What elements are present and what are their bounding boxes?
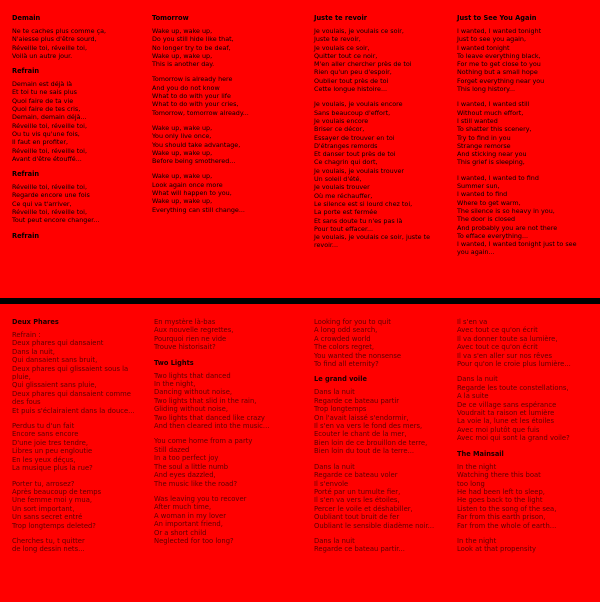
lyric-line: Demain est déjà là: [12, 80, 73, 89]
lyric-line: Wake up, wake up,: [152, 51, 213, 60]
lyric-line: De ce village sans espérance: [457, 400, 557, 409]
lyric-line: Réveille toi, réveille toi,: [12, 121, 87, 130]
top-column-1: [12, 0, 140, 245]
lyric-line: Ecouter le chant de la mer,: [314, 430, 407, 439]
lyric-line: Oubliant le sensible diadème noir...: [314, 521, 435, 530]
lyric-line: Cette longue histoire...: [314, 85, 388, 94]
lyric-line: En mystère là-bas: [154, 318, 216, 326]
lyric-line: Just to see you again,: [457, 35, 526, 44]
lyric-line: Summer sun,: [457, 182, 500, 191]
lyric-line: Le silence est si lourd chez toi,: [314, 199, 413, 208]
lyric-line: In a too perfect joy: [154, 454, 219, 463]
lyric-line: revoir...: [314, 241, 339, 250]
lyric-line: Et sans doute tu n'es pas là: [314, 216, 403, 225]
lyric-line: And you do not know: [152, 83, 220, 92]
lyric-line: Il va s'en aller sur nos rêves: [457, 351, 553, 360]
lyric-line: In the night,: [154, 380, 196, 389]
stanza-gap: [457, 530, 595, 537]
lyric-line: Je voulais, je voulais ce soir, juste te: [314, 233, 431, 242]
stanza-gap: [457, 368, 595, 375]
lyric-line: The soul a little numb: [154, 462, 229, 471]
lyric-line: A la suite: [457, 392, 489, 401]
lyric-line: Bien loin de ce brouillon de terre,: [314, 438, 428, 447]
lyric-line: And eyes dazzled,: [154, 471, 216, 480]
lyric-line: Pour tout effacer...: [314, 224, 374, 233]
lyric-line: To shatter this scenery,: [457, 125, 532, 134]
lyric-line: Two lights that slid in the rain,: [154, 396, 257, 405]
bottom-column-1: [12, 304, 148, 554]
lyric-line: Dans la nuit: [314, 388, 355, 397]
lyric-line: And sticking near you: [457, 150, 527, 159]
lyric-line: Tomorrow is already here: [152, 75, 233, 84]
lyric-line: In the night: [457, 536, 497, 545]
lyric-line: Réveille toi, réveille toi,: [12, 208, 87, 217]
lyric-line: Wake up, wake up,: [152, 172, 213, 181]
lyric-line: Qui glissaient sans pluie,: [12, 381, 97, 390]
stanza-gap: [12, 473, 148, 480]
stanza-gap: [314, 93, 454, 100]
lyric-line: Quoi faire de tes cris,: [12, 105, 81, 114]
lyric-line: Two lights that danced like crazy: [154, 413, 265, 422]
lyric-line: Réveille toi, réveille toi,: [12, 183, 87, 192]
lyric-line: Et danser tout près de toi: [314, 150, 396, 159]
lyric-line: La porte est fermée: [314, 208, 378, 217]
stanza-gap: [457, 443, 595, 450]
lyric-line: Je voulais, je voulais encore: [314, 100, 403, 109]
lyric-line: Pour qu'on le croie plus lumière...: [457, 360, 571, 369]
section-title: Le grand voile: [314, 375, 367, 384]
lyric-line: En les yeux déçus,: [12, 455, 76, 464]
lyric-line: Libres un peu engloutie: [12, 447, 93, 456]
lyric-line: I wanted, I wanted to find: [457, 173, 539, 182]
stanza-gap: [314, 530, 454, 537]
lyric-line: Briser ce décor,: [314, 125, 365, 134]
lyric-line: Et puis s'éclairaient dans la douce...: [12, 406, 135, 415]
lyric-line: Juste te revoir,: [314, 35, 361, 44]
top-column-4: [457, 0, 595, 257]
stanza-gap: [12, 163, 140, 170]
lyric-line: Was leaving you to recover: [154, 494, 247, 503]
top-column-3: [314, 0, 454, 250]
lyric-line: Dancing without noise,: [154, 388, 233, 397]
bottom-column-2: [154, 304, 298, 545]
lyric-line: Everything can still change...: [152, 205, 245, 214]
lyric-line: Percer le voile et déshabiller,: [314, 504, 413, 513]
lyric-line: Porter tu, arrosez?: [12, 479, 75, 488]
lyric-line: Two lights that danced: [154, 371, 231, 380]
lyric-line: I wanted tonight: [457, 43, 510, 52]
lyric-line: Deux phares qui glissaient sous la: [12, 364, 129, 373]
lyric-line: You wanted the nonsense: [314, 351, 402, 360]
lyric-line: A long odd search,: [314, 326, 378, 335]
lyric-line: Un sort important,: [12, 504, 75, 513]
lyric-line: Je voulais trouver: [314, 183, 370, 192]
lyric-line: Voilà un autre jour.: [12, 51, 73, 60]
lyric-line: Looking for you to quit: [314, 318, 391, 326]
stanza-gap: [12, 60, 140, 67]
bottom-column-3: [314, 304, 454, 554]
lyric-line: Et toi tu ne sais plus: [12, 88, 77, 97]
lyric-line: I wanted, I wanted still: [457, 100, 530, 109]
section-title: Refrain: [12, 170, 40, 179]
bottom-page: [0, 304, 600, 602]
lyric-line: Deux phares qui dansaient: [12, 339, 104, 348]
lyric-line: Ce chagrin qui dort,: [314, 158, 378, 167]
lyric-line: What will happen to you,: [152, 189, 232, 198]
section-title: The Mainsail: [457, 449, 504, 458]
lyric-line: Trop longtemps deleted?: [12, 521, 96, 530]
stanza-gap: [12, 225, 140, 232]
lyric-line: Ne te caches plus comme ça,: [12, 27, 107, 35]
lyric-line: This grief is sleeping,: [457, 158, 525, 167]
lyric-line: Aux nouvelle regrettes,: [154, 326, 234, 335]
lyric-line: Wake up, wake up,: [152, 148, 213, 157]
stanza-gap: [314, 456, 454, 463]
lyric-line: Je voulais, je voulais trouver: [314, 166, 405, 175]
lyric-line: He had been left to sleep,: [457, 487, 545, 496]
lyric-line: And probably you are not there: [457, 223, 558, 232]
lyric-line: Avec tout ce qu'on écrit: [457, 343, 538, 352]
lyric-line: Watching there this boat: [457, 471, 541, 480]
section-title: Juste te revoir: [314, 14, 367, 22]
lyric-line: M'en aller chercher près de toi: [314, 60, 412, 69]
lyric-line: Dans la nuit: [457, 375, 498, 384]
lyric-line: I still wanted: [457, 116, 498, 125]
lyric-line: Quitter tout ce noir,: [314, 51, 378, 60]
lyric-line: Il s'envole: [314, 479, 349, 488]
lyric-line: Cherches tu, t quitter: [12, 536, 85, 545]
lyric-line: Far from the whole of earth...: [457, 521, 557, 530]
lyric-line: Un sans secret entré: [12, 513, 83, 522]
lyric-line: Listen to the song of the sea,: [457, 504, 557, 513]
top-page: [0, 0, 600, 298]
stanza-gap: [154, 430, 298, 437]
lyric-line: Dans la nuit: [314, 536, 355, 545]
lyric-line: No longer try to be deaf,: [152, 43, 231, 52]
lyric-line: Il s'en va vers les étoiles,: [314, 496, 400, 505]
lyric-line: Encore sans encore: [12, 430, 79, 439]
section-title: Refrain: [12, 231, 40, 240]
lyric-line: You should take advantage,: [152, 140, 241, 149]
stanza-gap: [457, 167, 595, 174]
section-title: Just to See You Again: [457, 14, 537, 22]
lyric-line: What to do with your life: [152, 92, 231, 101]
lyric-line: de long dessin nets...: [12, 545, 85, 554]
lyric-line: Wake up, wake up,: [152, 197, 213, 206]
section-title: Refrain: [12, 67, 40, 76]
lyric-line: To find all eternity?: [314, 360, 379, 369]
lyric-line: I wanted, I wanted tonight: [457, 27, 542, 35]
lyric-line: A crowded world: [314, 334, 371, 343]
lyric-line: After much time,: [154, 503, 212, 512]
lyric-line: Avec tout ce qu'on écrit: [457, 326, 538, 335]
lyric-line: Bien loin du tout de la terre...: [314, 447, 415, 456]
lyric-line: Trouve historisait?: [154, 343, 216, 352]
lyric-line: Far from this earth prison,: [457, 513, 546, 522]
lyric-line: Regarde les toute constellations,: [457, 383, 569, 392]
lyric-line: Il s'en va: [457, 318, 488, 326]
lyric-line: You come home from a party: [154, 437, 253, 446]
lyric-line: Or a short child: [154, 528, 207, 537]
lyric-line: des fous: [12, 398, 41, 407]
lyric-line: Try to find in you: [457, 133, 511, 142]
lyric-line: Avec moi qui sont la grand voile?: [457, 434, 570, 443]
lyric-line: Trop longtemps: [314, 405, 367, 414]
lyric-line: Avant d'être étouffé...: [12, 154, 82, 163]
lyric-line: Avec moi plutôt que fuis: [457, 425, 540, 434]
lyric-line: La musique plus la rue?: [12, 464, 93, 473]
lyric-line: Ou tu vis qu'une fois,: [12, 129, 80, 138]
lyric-line: Je voulais encore: [314, 116, 369, 125]
lyric-line: The silence is so heavy in you,: [457, 206, 555, 215]
lyric-line: The door is closed: [457, 215, 516, 224]
stanza-gap: [154, 488, 298, 495]
bottom-column-4: [457, 304, 595, 554]
lyric-line: Pourquoi rien ne vide: [154, 334, 227, 343]
lyric-line: Where to get warm,: [457, 198, 521, 207]
lyric-line: For me to get close to you: [457, 60, 541, 69]
lyric-line: Voudrait ta raison et lumière: [457, 409, 555, 418]
lyric-line: Do you still hide like that,: [152, 35, 234, 44]
lyric-line: Forget everything near you: [457, 76, 545, 85]
lyric-line: Il s'en va vers le fond des mers,: [314, 422, 423, 431]
lyric-line: Porté par un tumulte fier,: [314, 487, 401, 496]
lyric-line: you again...: [457, 248, 495, 257]
lyric-line: Tout peut encore changer...: [12, 216, 100, 225]
lyric-line: Refrain :: [12, 331, 41, 339]
lyric-line: Réveille toi, réveille toi,: [12, 146, 87, 155]
stanza-gap: [152, 68, 296, 75]
lyric-line: pluie,: [12, 373, 31, 382]
lyric-line: Essayer de trouver en toi: [314, 133, 395, 142]
lyric-line: La voie la, lune et les étoiles: [457, 417, 555, 426]
lyric-line: Rien qu'un peu d'espoir,: [314, 68, 392, 77]
lyric-line: Before being smothered...: [152, 157, 236, 166]
lyric-line: Réveille toi, réveille toi,: [12, 43, 87, 52]
lyric-line: A woman in my lover: [154, 511, 226, 520]
lyric-line: In the night: [457, 462, 497, 471]
lyric-line: Perdus tu d'un fait: [12, 422, 75, 431]
lyric-line: Qui dansaient sans bruit,: [12, 356, 98, 365]
lyric-line: Neglected for too long?: [154, 536, 234, 545]
stanza-gap: [152, 165, 296, 172]
lyric-line: And then cleared into the music...: [154, 422, 270, 431]
lyric-line: I wanted to find: [457, 190, 508, 199]
section-title: Deux Phares: [12, 318, 59, 326]
lyric-line: An important friend,: [154, 520, 223, 529]
lyric-line: Without much effort,: [457, 108, 524, 117]
lyric-line: To efface everything...: [457, 231, 529, 240]
lyric-line: The colors regret,: [314, 343, 375, 352]
lyric-line: Look at that propensity: [457, 545, 537, 554]
lyric-line: Oublier tout près de toi: [314, 76, 389, 85]
lyric-line: N'aiesse plus d'être sourd,: [12, 35, 97, 44]
lyric-line: This is another day.: [152, 60, 215, 69]
top-column-2: [152, 0, 296, 214]
lyric-line: too long: [457, 479, 485, 488]
lyric-line: Regarde ce bateau partir...: [314, 545, 405, 554]
lyric-line: On l'avait laissé s'endormir,: [314, 413, 409, 422]
lyric-line: Wake up, wake up,: [152, 123, 213, 132]
lyric-line: Il va donner toute sa lumière,: [457, 334, 558, 343]
lyric-line: You only live once,: [152, 132, 212, 141]
lyric-line: What to do with your cries,: [152, 100, 239, 109]
section-title: Tomorrow: [152, 14, 189, 22]
lyric-line: Gliding without noise,: [154, 405, 228, 414]
lyric-line: Il faut en profiter,: [12, 138, 69, 147]
lyric-line: Nothing but a small hope: [457, 68, 538, 77]
lyric-line: Regarde ce bateau partir: [314, 396, 400, 405]
stanza-gap: [314, 368, 454, 375]
lyric-line: Une femme moi y mua,: [12, 496, 93, 505]
lyric-line: D'étranges remords: [314, 141, 378, 150]
lyric-line: Wake up, wake up,: [152, 27, 213, 35]
section-title: Demain: [12, 14, 41, 22]
stanza-gap: [154, 352, 298, 359]
lyric-line: Deux phares qui dansaient comme: [12, 389, 131, 398]
stanza-gap: [12, 530, 148, 537]
lyric-line: Dans la nuit: [314, 462, 355, 471]
lyric-line: Strange remorse: [457, 141, 511, 150]
stanza-gap: [457, 93, 595, 100]
lyric-line: Un soleil d'été,: [314, 175, 362, 184]
lyric-line: Oubliant tout bruit de fer: [314, 513, 400, 522]
lyric-line: Regarde encore une fois: [12, 191, 90, 200]
stanza-gap: [152, 117, 296, 124]
lyric-line: Dans la nuit,: [12, 347, 55, 356]
lyric-line: I wanted, I wanted tonight just to see: [457, 240, 577, 249]
lyric-line: Demain, demain déjà...: [12, 113, 87, 122]
lyric-line: Après beaucoup de temps: [12, 487, 102, 496]
lyric-line: Sans beaucoup d'effort,: [314, 108, 391, 117]
lyric-line: The music like the road?: [154, 479, 238, 488]
lyric-line: Ce qui va t'arriver,: [12, 199, 72, 208]
lyric-line: To leave everything black,: [457, 51, 541, 60]
lyric-line: Still dazed: [154, 445, 190, 454]
lyric-line: Je voulais, je voulais ce soir,: [314, 27, 404, 35]
lyric-line: Quoi faire de ta vie: [12, 96, 74, 105]
lyric-line: Où me réchauffer,: [314, 191, 373, 200]
stanza-gap: [12, 415, 148, 422]
lyric-line: Regarde ce bateau voler: [314, 471, 398, 480]
lyric-line: Je voulais ce soir,: [314, 43, 370, 52]
lyric-line: Tomorrow, tomorrow already...: [152, 108, 249, 117]
lyric-line: Look again once more: [152, 180, 223, 189]
lyric-line: D'une joie tres tendre,: [12, 438, 88, 447]
lyric-line: He goes back to the light: [457, 496, 543, 505]
lyric-line: This long history...: [457, 85, 516, 94]
section-title: Two Lights: [154, 358, 194, 367]
